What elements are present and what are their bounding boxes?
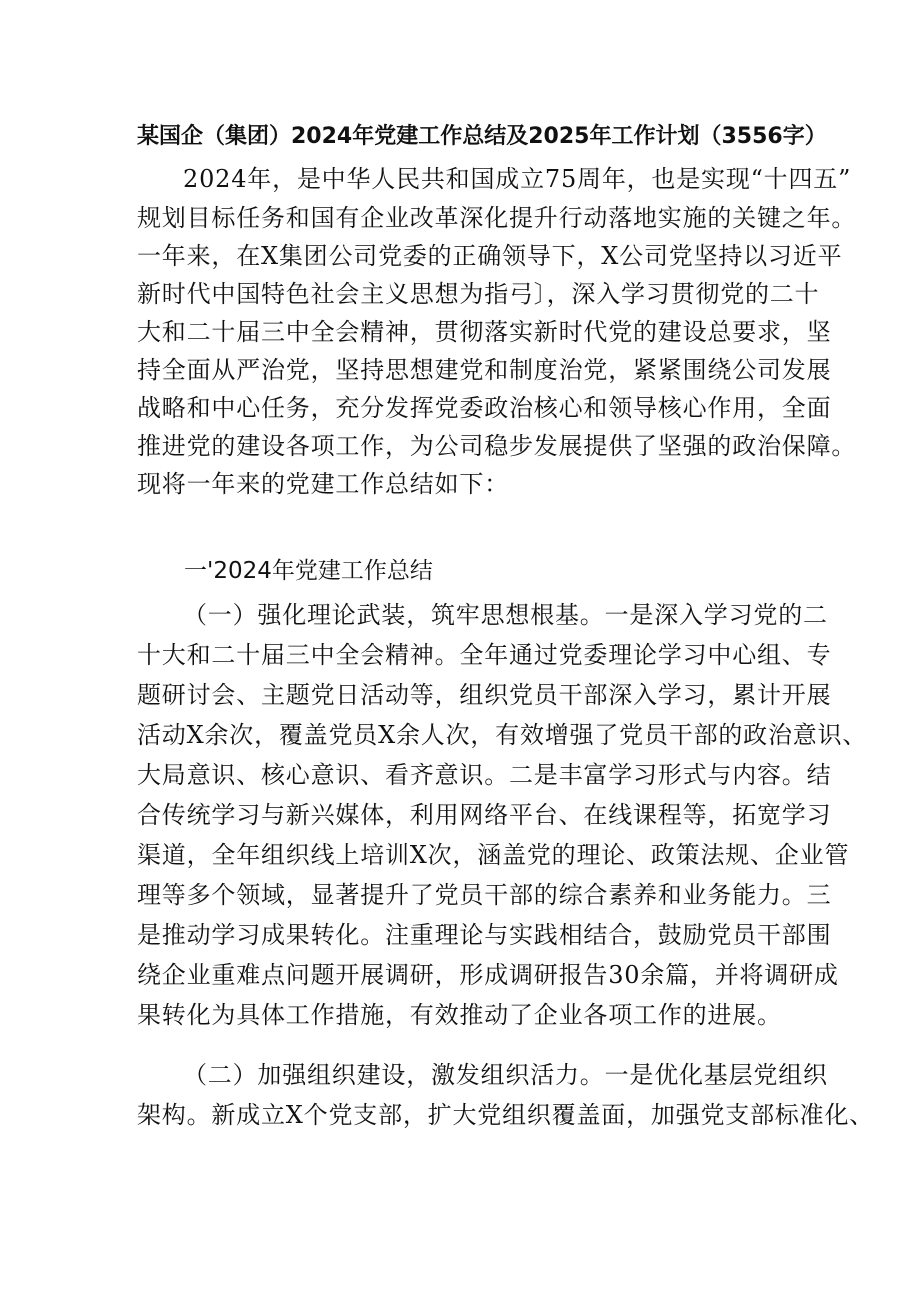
paragraph-line: 绕企业重难点问题开展调研，形成调研报告30余篇，并将调研成 (137, 961, 839, 989)
intro-line: 新时代中国特色社会主义思想为指弓〕，深入学习贯彻党的二十 (137, 280, 820, 308)
intro-line: 推进党的建设各项工作，为公司稳步发展提供了坚强的政治保障。 (137, 432, 857, 460)
intro-line: 持全面从严治党，坚持思想建党和制度治党，紧紧围绕公司发展 (137, 356, 832, 384)
paragraph-line: 架构。新成立X个党支部，扩大党组织覆盖面，加强党支部标准化、 (137, 1101, 875, 1129)
intro-line: 2024年，是中华人民共和国成立75周年，也是实现“十四五” (183, 165, 852, 193)
intro-line: 大和二十届三中全会精神，贯彻落实新时代党的建设总要求，坚 (137, 318, 832, 346)
intro-line: 战略和中心任务，充分发挥党委政治核心和领导核心作用，全面 (137, 394, 832, 422)
paragraph-line: （二）加强组织建设，激发组织活力。一是优化基层党组织 (183, 1061, 828, 1089)
paragraph-line: 大局意识、核心意识、看齐意识。二是丰富学习形式与内容。结 (137, 761, 832, 789)
paragraph-line: 题研讨会、主题党日活动等，组织党员干部深入学习，累计开展 (137, 681, 832, 709)
intro-line: 一年来，在X集团公司党委的正确领导下，X公司党坚持以习近平 (137, 242, 843, 270)
paragraph-line: 合传统学习与新兴媒体，利用网络平台、在线课程等，拓宽学习 (137, 801, 832, 829)
section-heading: 一'2024年党建工作总结 (184, 558, 433, 584)
paragraph-line: （一）强化理论武装，筑牢思想根基。一是深入学习党的二 (183, 601, 828, 629)
intro-line: 现将一年来的党建工作总结如下： (137, 470, 509, 498)
intro-line: 规划目标任务和国有企业改革深化提升行动落地实施的关键之年。 (137, 204, 857, 232)
paragraph-line: 渠道，全年组织线上培训X次，涵盖党的理论、政策法规、企业管 (137, 841, 850, 869)
paragraph-line: 活动X余次，覆盖党员X余人次，有效增强了党员干部的政治意识、 (137, 721, 868, 749)
paragraph-line: 理等多个领域，显著提升了党员干部的综合素养和业务能力。三 (137, 881, 832, 909)
document-title: 某国企（集团）2024年党建工作总结及2025年工作计划（3556字） (137, 124, 827, 149)
paragraph-line: 果转化为具体工作措施，有效推动了企业各项工作的进展。 (137, 1001, 782, 1029)
paragraph-line: 十大和二十届三中全会精神。全年通过党委理论学习中心组、专 (137, 641, 832, 669)
paragraph-line: 是推动学习成果转化。注重理论与实践相结合，鼓励党员干部围 (137, 921, 832, 949)
